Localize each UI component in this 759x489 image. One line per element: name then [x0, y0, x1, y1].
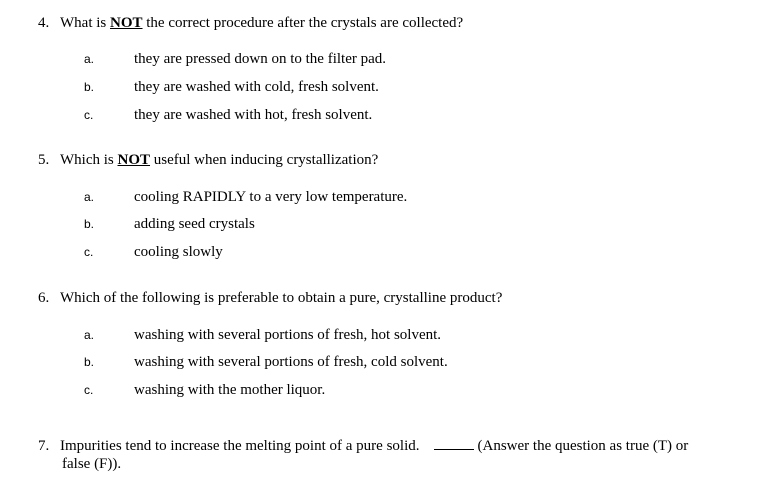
option-text: they are washed with hot, fresh solvent.: [134, 107, 373, 123]
option-letter: c.: [84, 245, 94, 259]
option-text: washing with several portions of fresh, hot solvent.: [134, 327, 442, 343]
option-text: cooling RAPIDLY to a very low temperature.: [134, 189, 408, 205]
option-letter: a.: [84, 52, 95, 66]
question-text: Which of the following is preferable to obtain a pure, crystalline product?: [60, 290, 503, 306]
question-text: the correct procedure after the crystals are collected?: [142, 15, 464, 31]
question-4-prompt: [38, 14, 463, 32]
option-letter: c.: [84, 383, 94, 397]
option-letter: a.: [84, 328, 95, 342]
option-text: adding seed crystals: [134, 216, 255, 232]
question-number: 4.: [38, 15, 50, 31]
option-letter: c.: [84, 108, 94, 122]
answer-instruction-continued: false (F)).: [62, 456, 122, 472]
option-text: they are pressed down on to the filter pad.: [134, 51, 387, 67]
question-text: Which is: [60, 152, 118, 168]
option-letter: b.: [84, 80, 95, 94]
question-text: useful when inducing crystallization?: [150, 152, 379, 168]
question-number: 6.: [38, 290, 50, 306]
question-6-prompt: [38, 289, 502, 307]
question-5-prompt: [38, 151, 378, 169]
question-7-prompt: [38, 435, 688, 455]
option-letter: b.: [84, 355, 95, 369]
question-text: Impurities tend to increase the melting point of a pure solid.: [60, 438, 420, 454]
answer-instruction: (Answer the question as true (T) or: [477, 438, 689, 454]
question-keyword: NOT: [117, 152, 151, 168]
option-letter: a.: [84, 190, 95, 204]
option-text: washing with several portions of fresh, cold solvent.: [134, 354, 448, 370]
option-text: cooling slowly: [134, 244, 223, 260]
option-text: washing with the mother liquor.: [134, 382, 326, 398]
option-letter: b.: [84, 217, 95, 231]
question-number: 5.: [38, 152, 50, 168]
question-text: What is: [60, 15, 110, 31]
answer-blank[interactable]: [434, 435, 474, 450]
question-keyword: NOT: [110, 15, 143, 31]
question-number: 7.: [38, 438, 50, 454]
option-text: they are washed with cold, fresh solvent.: [134, 79, 379, 95]
